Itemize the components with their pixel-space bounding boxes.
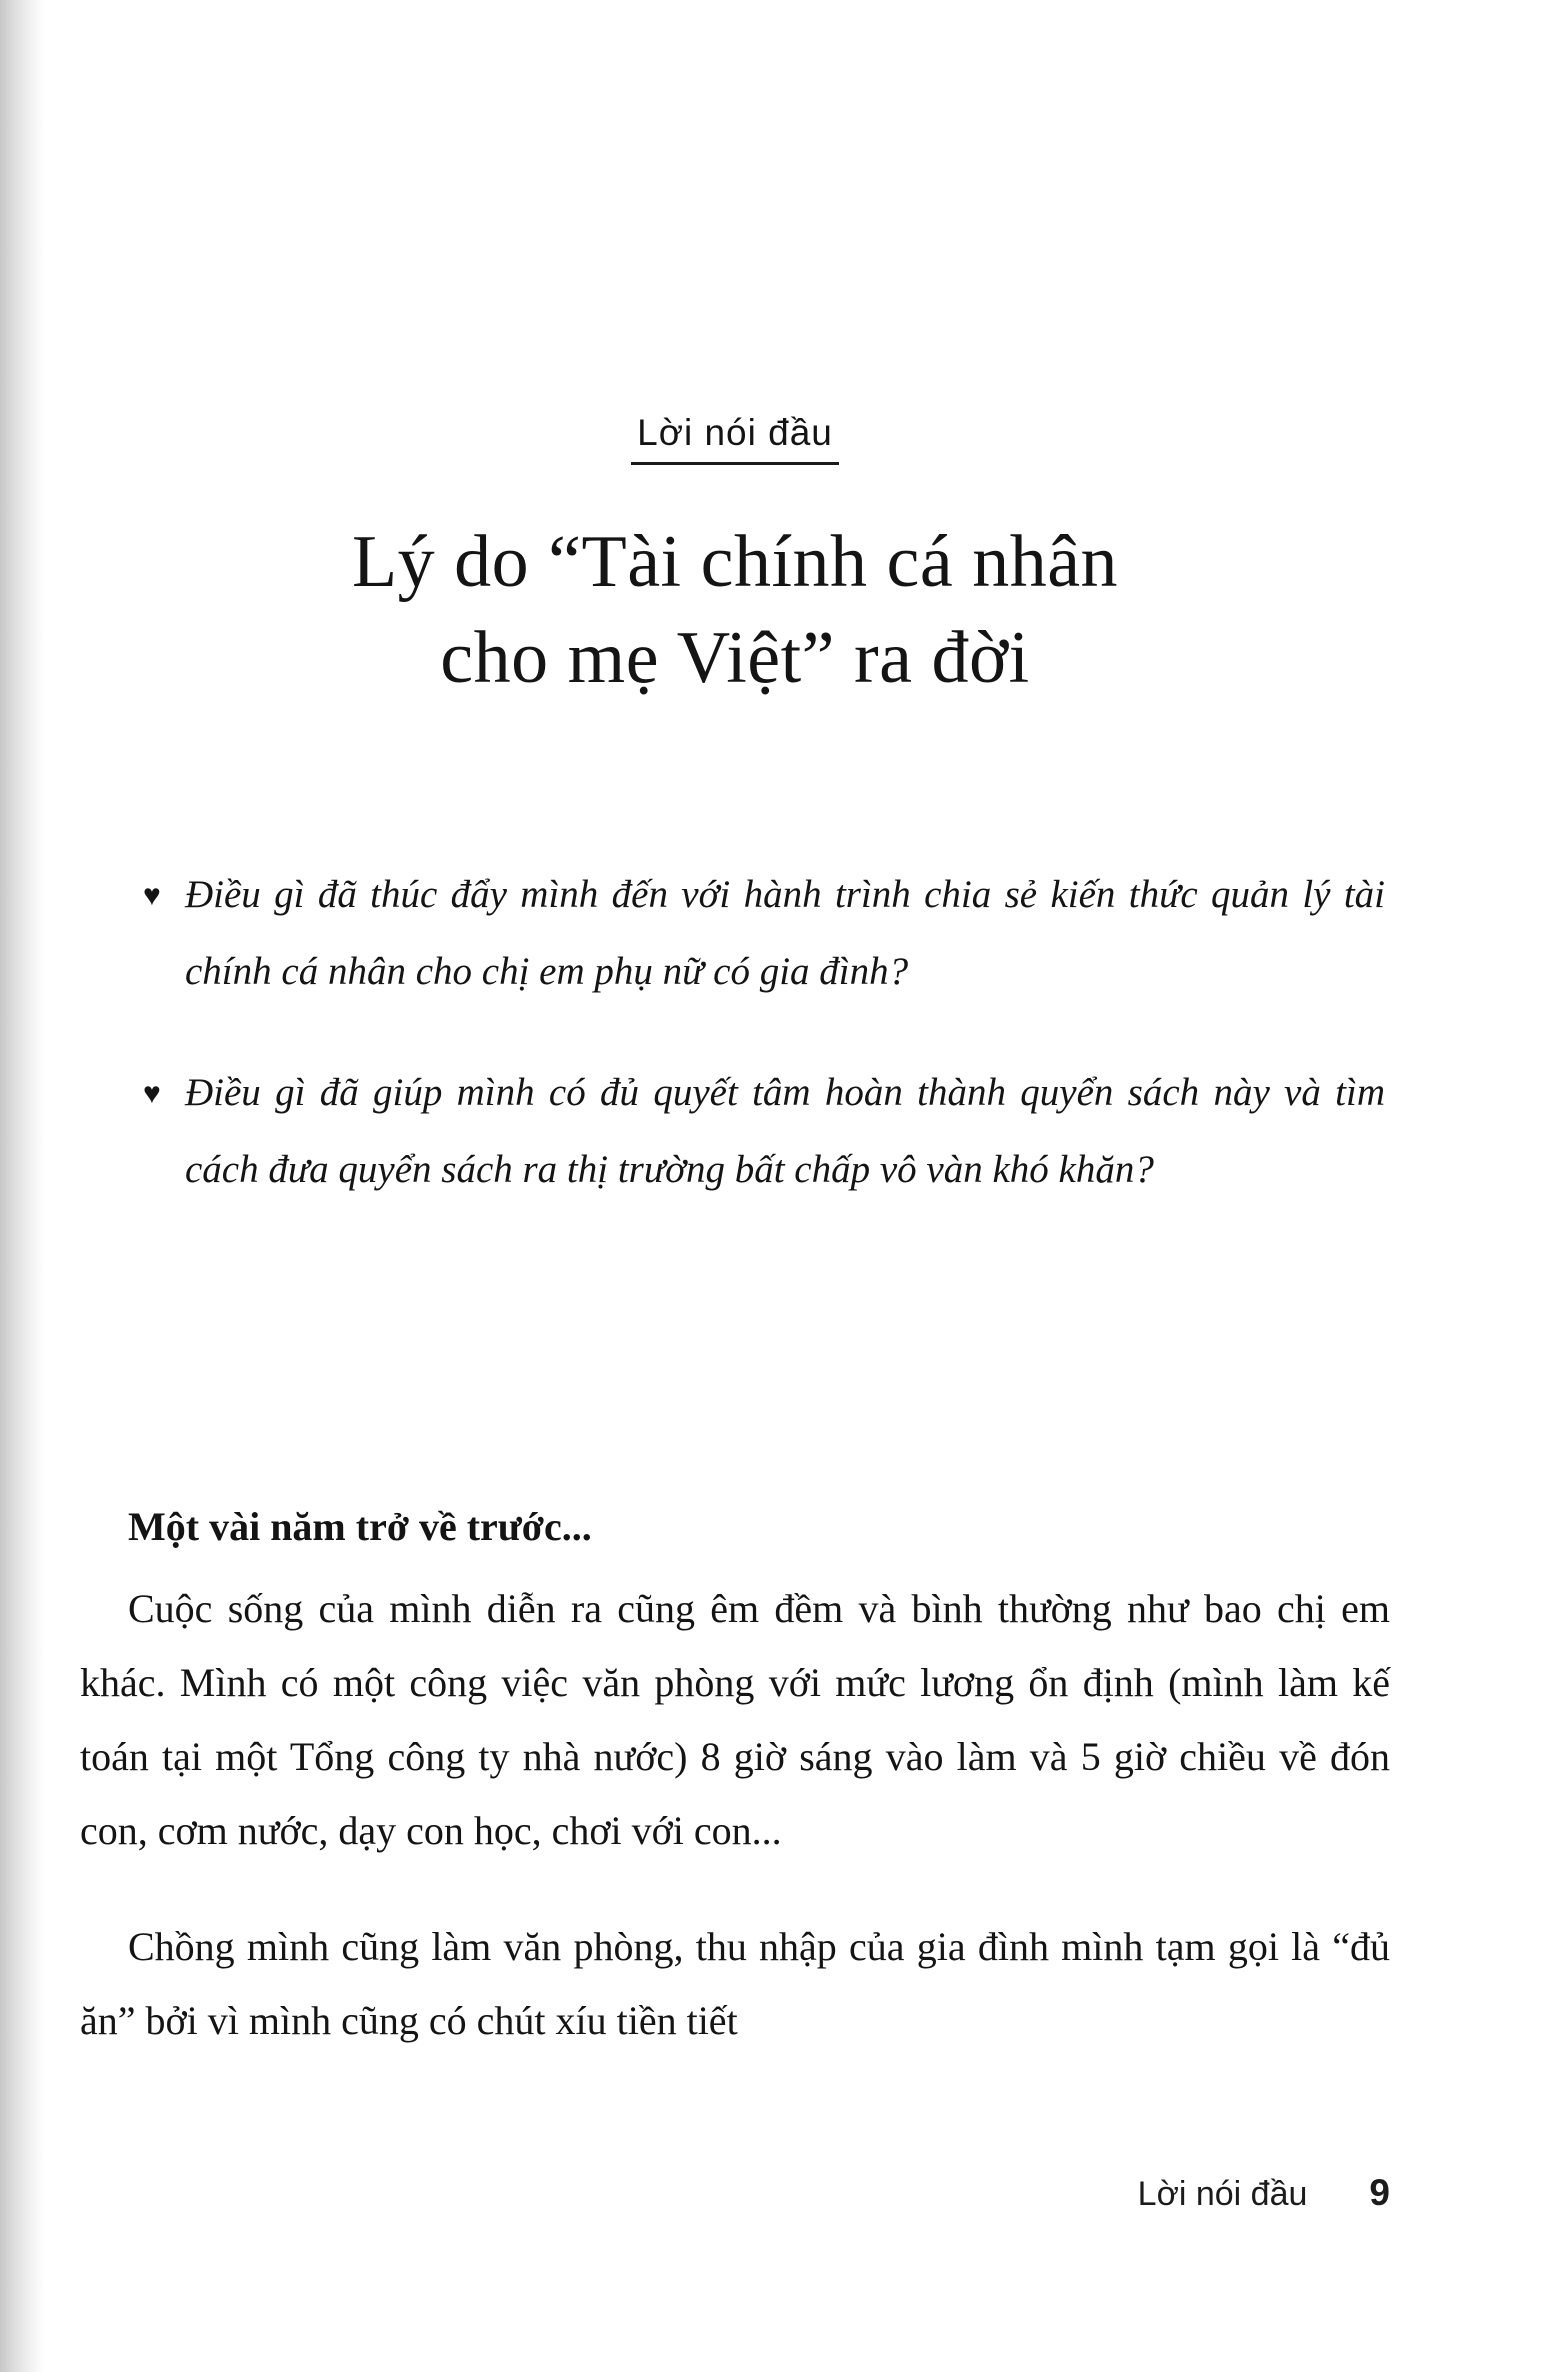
section-kicker-label: Lời nói đầu xyxy=(631,412,839,465)
page-number: 9 xyxy=(1369,2172,1390,2213)
question-text: Điều gì đã thúc đẩy mình đến với hành trình chia sẻ kiến thức quản lý tài chính cá nhân cho chị em phụ nữ có gia đình? xyxy=(185,873,1385,993)
page-footer xyxy=(80,2172,1390,2214)
heart-bullet-icon: ♥ xyxy=(143,879,161,912)
body-text xyxy=(80,1490,1390,2058)
section-kicker xyxy=(80,412,1390,465)
chapter-title xyxy=(80,514,1390,706)
heart-bullet-icon: ♥ xyxy=(143,1077,161,1110)
paragraph: Chồng mình cũng làm văn phòng, thu nhập của gia đình mình tạm gọi là “đủ ăn” bởi vì mình cũng có chút xíu tiền tiết xyxy=(80,1924,1390,2043)
page-scan-edge xyxy=(0,0,44,2372)
chapter-title-line-2: cho mẹ Việt” ra đời xyxy=(440,617,1030,699)
question-text: Điều gì đã giúp mình có đủ quyết tâm hoàn thành quyển sách này và tìm cách đưa quyển sách ra thị trường bất chấp vô vàn khó khăn? xyxy=(185,1071,1385,1191)
intro-line: Một vài năm trở về trước... xyxy=(128,1504,592,1549)
chapter-title-line-1: Lý do “Tài chính cá nhân xyxy=(351,521,1119,603)
list-item xyxy=(145,1054,1385,1208)
paragraph: Cuộc sống của mình diễn ra cũng êm đềm và bình thường như bao chị em khác. Mình có một công việc văn phòng với mức lương ổn định (mình làm kế toán tại một Tổng công ty nhà nước) 8 giờ sáng vào làm và 5 giờ chiều về đón con, cơm nước, dạy con học, chơi với con... xyxy=(80,1586,1390,1853)
footer-chapter-label: Lời nói đầu xyxy=(1137,2175,1308,2213)
list-item xyxy=(145,856,1385,1010)
question-list xyxy=(145,856,1385,1208)
